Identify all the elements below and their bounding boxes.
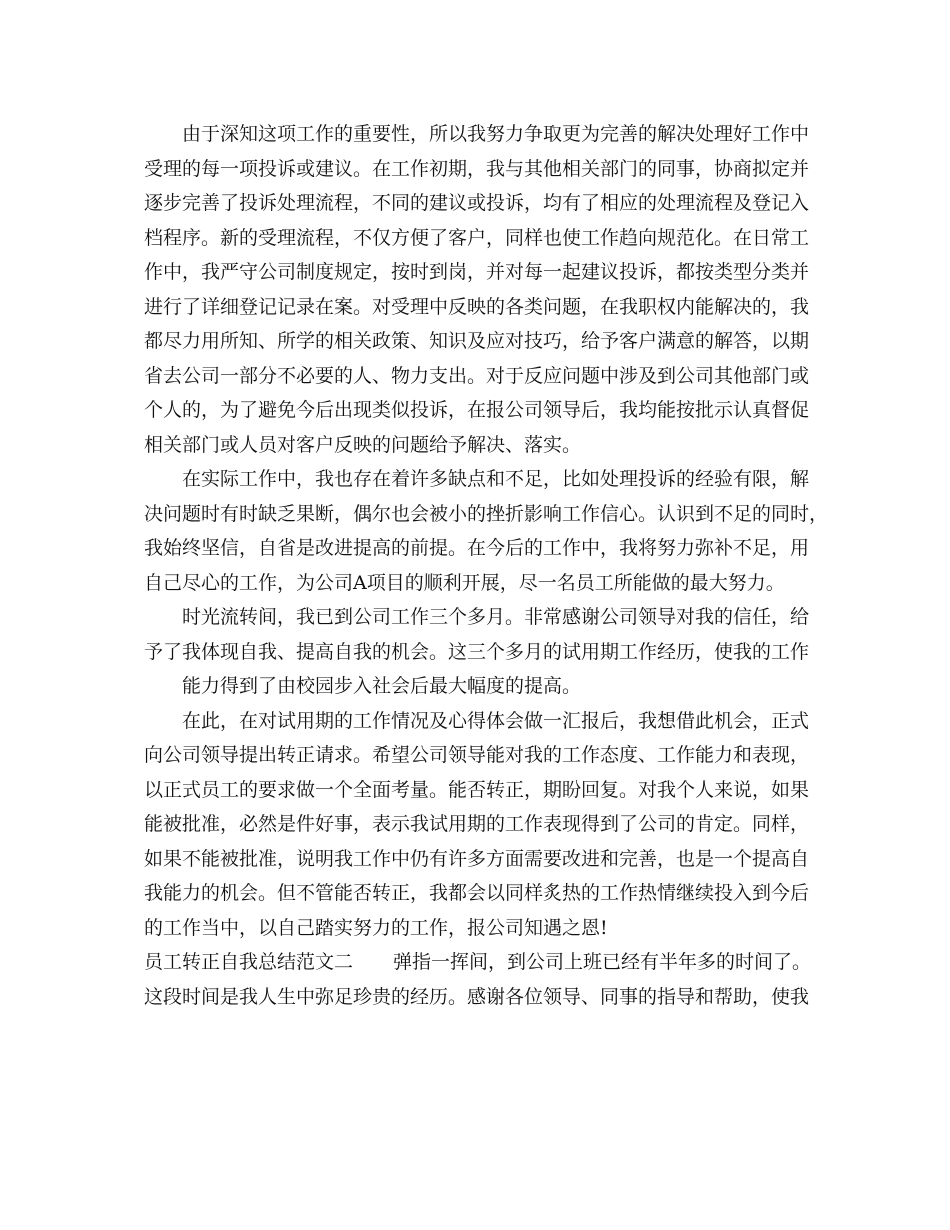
paragraph-line: 档程序。新的受理流程，不仅方便了客户，同样也使工作趋向规范化。在日常工 xyxy=(144,226,810,249)
paragraph-line: 进行了详细登记记录在案。对受理中反映的各类问题，在我职权内能解决的，我 xyxy=(144,295,810,318)
paragraph-line: 我始终坚信，自省是改进提高的前提。在今后的工作中，我将努力弥补不足，用 xyxy=(144,537,810,559)
paragraph-line: 予了我体现自我、提高自我的机会。这三个多月的试用期工作经历，使我的工作 xyxy=(144,640,810,663)
section-heading-line xyxy=(144,945,812,980)
paragraph-line: 在此，在对试用期的工作情况及心得体会做一汇报后，我想借此机会，正式 xyxy=(182,709,810,732)
paragraph-line: 的工作当中，以自己踏实努力的工作，报公司知遇之恩! xyxy=(144,916,608,939)
paragraph-line: 以正式员工的要求做一个全面考量。能否转正，期盼回复。对我个人来说，如果 xyxy=(144,778,810,801)
section-first-sentence: 弹指一挥间，到公司上班已经有半年多的时间了。 xyxy=(393,951,812,973)
document-body xyxy=(144,117,829,1014)
section-title: 员工转正自我总结范文二 xyxy=(144,951,354,973)
paragraph-line: 向公司领导提出转正请求。希望公司领导能对我的工作态度、工作能力和表现， xyxy=(144,744,810,766)
paragraph-line: 都尽力用所知、所学的相关政策、知识及应对技巧，给予客户满意的解答，以期 xyxy=(144,330,810,352)
paragraph-line: 受理的每一项投诉或建议。在工作初期，我与其他相关部门的同事，协商拟定并 xyxy=(144,157,810,180)
paragraph-line: 我能力的机会。但不管能否转正，我都会以同样炙热的工作热情继续投入到今后 xyxy=(144,882,810,904)
paragraph-line: 相关部门或人员对客户反映的问题给予解决、落实。 xyxy=(144,433,582,456)
paragraph-line: 由于深知这项工作的重要性，所以我努力争取更为完善的解决处理好工作中 xyxy=(182,123,810,145)
paragraph-line: 作中，我严守公司制度规定，按时到岗，并对每一起建议投诉，都按类型分类并 xyxy=(144,261,810,283)
paragraph-line: 能被批准，必然是件好事，表示我试用期的工作表现得到了公司的肯定。同样， xyxy=(144,813,810,835)
paragraph-line: 这段时间是我人生中弥足珍贵的经历。感谢各位领导、同事的指导和帮助，使我 xyxy=(144,985,810,1008)
paragraph-line: 决问题时有时缺乏果断，偶尔也会被小的挫折影响工作信心。认识到不足的同时， xyxy=(144,502,829,525)
paragraph-line: 如果不能被批准，说明我工作中仍有许多方面需要改进和完善，也是一个提高自 xyxy=(144,847,810,870)
paragraph-line: 时光流转间，我已到公司工作三个多月。非常感谢公司领导对我的信任，给 xyxy=(182,606,810,628)
paragraph-line: 逐步完善了投诉处理流程，不同的建议或投诉，均有了相应的处理流程及登记入 xyxy=(144,192,810,214)
paragraph-line: 个人的，为了避免今后出现类似投诉，在报公司领导后，我均能按批示认真督促 xyxy=(144,399,810,421)
paragraph-line: 能力得到了由校园步入社会后最大幅度的提高。 xyxy=(182,675,582,697)
paragraph-line: 在实际工作中，我也存在着许多缺点和不足，比如处理投诉的经验有限，解 xyxy=(182,468,810,490)
paragraph-line: 自己尽心的工作，为公司A项目的顺利开展，尽一名员工所能做的最大努力。 xyxy=(144,571,785,594)
paragraph-line: 省去公司一部分不必要的人、物力支出。对于反应问题中涉及到公司其他部门或 xyxy=(144,364,810,387)
